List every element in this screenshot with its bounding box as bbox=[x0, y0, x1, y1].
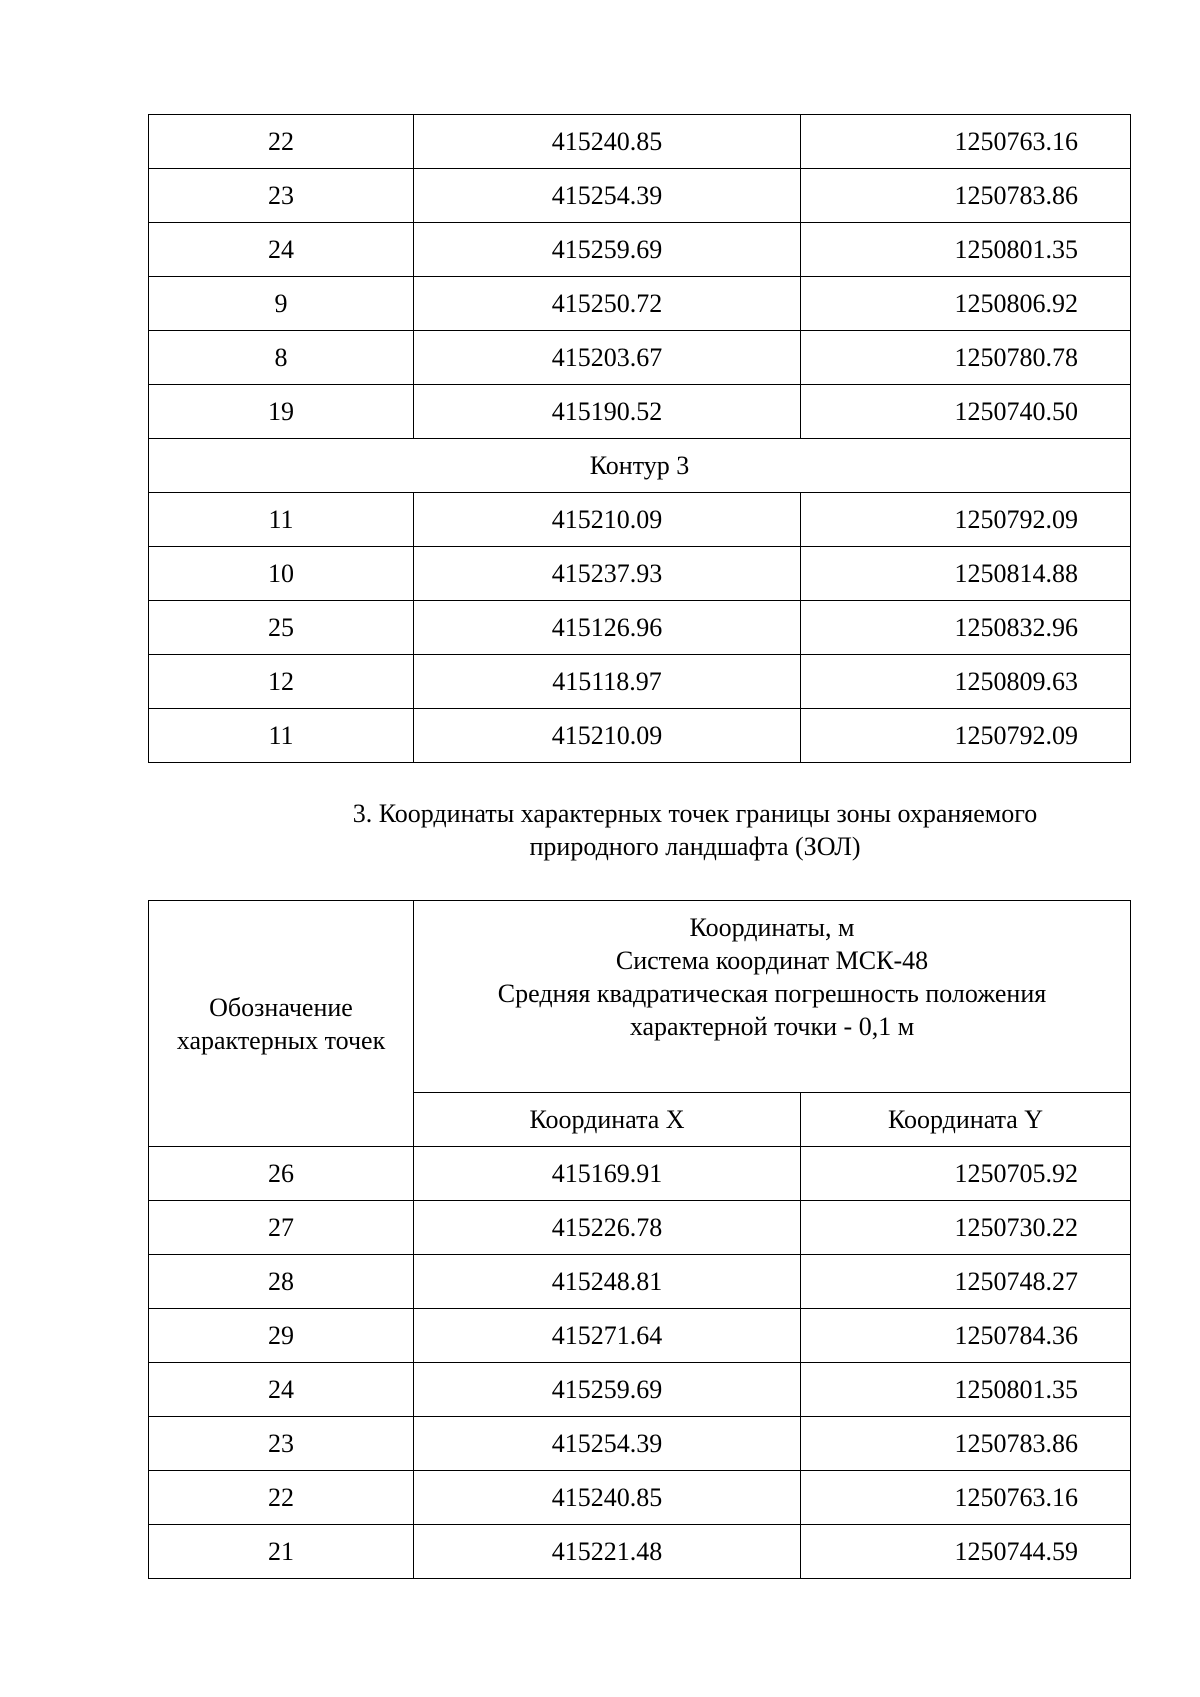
header-coordinate-x: Координата X bbox=[414, 1093, 801, 1147]
table-row bbox=[149, 169, 1131, 223]
header-points-line-2: характерных точек bbox=[176, 1025, 386, 1055]
table-row bbox=[149, 1525, 1131, 1579]
coordinate-x-cell: 415169.91 bbox=[414, 1147, 801, 1201]
coordinate-y-cell: 1250783.86 bbox=[801, 1417, 1131, 1471]
coordinate-x-cell: 415250.72 bbox=[414, 277, 801, 331]
coordinate-y-cell: 1250783.86 bbox=[801, 169, 1131, 223]
table-row bbox=[149, 277, 1131, 331]
contour-row-group bbox=[149, 439, 1131, 493]
coordinate-y-cell: 1250832.96 bbox=[801, 601, 1131, 655]
coordinate-x-cell: 415240.85 bbox=[414, 115, 801, 169]
coordinate-x-cell: 415240.85 bbox=[414, 1471, 801, 1525]
table-body-after-contour bbox=[149, 493, 1131, 763]
header-coords-line-1: Координаты, м bbox=[689, 913, 855, 942]
header-coordinate-y: Координата Y bbox=[801, 1093, 1131, 1147]
contour-label: Контур 3 bbox=[149, 439, 1131, 493]
header-row-1 bbox=[149, 901, 1131, 1093]
point-id-cell: 8 bbox=[149, 331, 414, 385]
table-row bbox=[149, 709, 1131, 763]
coordinate-y-cell: 1250784.36 bbox=[801, 1309, 1131, 1363]
coordinate-y-cell: 1250780.78 bbox=[801, 331, 1131, 385]
point-id-cell: 29 bbox=[149, 1309, 414, 1363]
coordinate-y-cell: 1250763.16 bbox=[801, 1471, 1131, 1525]
point-id-cell: 12 bbox=[149, 655, 414, 709]
header-points-designation bbox=[149, 901, 414, 1147]
coordinate-x-cell: 415254.39 bbox=[414, 1417, 801, 1471]
header-coordinates bbox=[414, 901, 1131, 1093]
section-heading-line-2: природного ландшафта (ЗОЛ) bbox=[529, 832, 861, 861]
table-row bbox=[149, 1471, 1131, 1525]
point-id-cell: 23 bbox=[149, 169, 414, 223]
coordinate-x-cell: 415271.64 bbox=[414, 1309, 801, 1363]
coordinate-y-cell: 1250740.50 bbox=[801, 385, 1131, 439]
coordinate-y-cell: 1250809.63 bbox=[801, 655, 1131, 709]
table-row bbox=[149, 223, 1131, 277]
coordinate-y-cell: 1250801.35 bbox=[801, 1363, 1131, 1417]
coordinate-x-cell: 415259.69 bbox=[414, 1363, 801, 1417]
point-id-cell: 10 bbox=[149, 547, 414, 601]
point-id-cell: 28 bbox=[149, 1255, 414, 1309]
table-row bbox=[149, 115, 1131, 169]
coordinate-y-cell: 1250705.92 bbox=[801, 1147, 1131, 1201]
header-coords-line-2: Система координат МСК-48 bbox=[615, 946, 929, 975]
point-id-cell: 27 bbox=[149, 1201, 414, 1255]
coordinate-x-cell: 415237.93 bbox=[414, 547, 801, 601]
coordinate-y-cell: 1250763.16 bbox=[801, 115, 1131, 169]
table-body bbox=[149, 1147, 1131, 1579]
table-row bbox=[149, 1363, 1131, 1417]
coordinate-y-cell: 1250792.09 bbox=[801, 493, 1131, 547]
coordinate-x-cell: 415226.78 bbox=[414, 1201, 801, 1255]
point-id-cell: 9 bbox=[149, 277, 414, 331]
coordinate-x-cell: 415259.69 bbox=[414, 223, 801, 277]
table-row bbox=[149, 1201, 1131, 1255]
table-row bbox=[149, 547, 1131, 601]
coordinate-y-cell: 1250806.92 bbox=[801, 277, 1131, 331]
table-row bbox=[149, 1417, 1131, 1471]
table-row bbox=[149, 655, 1131, 709]
point-id-cell: 23 bbox=[149, 1417, 414, 1471]
coordinate-y-cell: 1250744.59 bbox=[801, 1525, 1131, 1579]
point-id-cell: 19 bbox=[149, 385, 414, 439]
coordinate-y-cell: 1250801.35 bbox=[801, 223, 1131, 277]
point-id-cell: 22 bbox=[149, 115, 414, 169]
table-row bbox=[149, 1255, 1131, 1309]
header-coords-line-4: характерной точки - 0,1 м bbox=[629, 1012, 915, 1041]
section-heading bbox=[300, 797, 1090, 863]
coordinate-y-cell: 1250814.88 bbox=[801, 547, 1131, 601]
coordinate-x-cell: 415190.52 bbox=[414, 385, 801, 439]
coordinate-x-cell: 415221.48 bbox=[414, 1525, 801, 1579]
table-body-before-contour bbox=[149, 115, 1131, 439]
table-header bbox=[149, 901, 1131, 1147]
point-id-cell: 11 bbox=[149, 709, 414, 763]
coordinate-x-cell: 415203.67 bbox=[414, 331, 801, 385]
section-heading-line-1: 3. Координаты характерных точек границы зоны охраняемого bbox=[352, 799, 1038, 828]
coordinate-x-cell: 415210.09 bbox=[414, 493, 801, 547]
table-row bbox=[149, 1309, 1131, 1363]
point-id-cell: 11 bbox=[149, 493, 414, 547]
point-id-cell: 24 bbox=[149, 223, 414, 277]
contour-row bbox=[149, 439, 1131, 493]
coordinates-table-zol bbox=[148, 900, 1131, 1579]
coordinate-x-cell: 415248.81 bbox=[414, 1255, 801, 1309]
coordinate-y-cell: 1250748.27 bbox=[801, 1255, 1131, 1309]
coordinates-table-contour bbox=[148, 114, 1131, 763]
point-id-cell: 26 bbox=[149, 1147, 414, 1201]
table-row bbox=[149, 331, 1131, 385]
table-row bbox=[149, 493, 1131, 547]
table-row bbox=[149, 1147, 1131, 1201]
coordinate-y-cell: 1250730.22 bbox=[801, 1201, 1131, 1255]
header-coords-line-3: Средняя квадратическая погрешность положения bbox=[497, 979, 1047, 1008]
coordinate-x-cell: 415126.96 bbox=[414, 601, 801, 655]
coordinate-x-cell: 415210.09 bbox=[414, 709, 801, 763]
table-row bbox=[149, 601, 1131, 655]
point-id-cell: 21 bbox=[149, 1525, 414, 1579]
point-id-cell: 22 bbox=[149, 1471, 414, 1525]
point-id-cell: 25 bbox=[149, 601, 414, 655]
header-points-line-1: Обозначение bbox=[209, 992, 353, 1022]
coordinate-x-cell: 415118.97 bbox=[414, 655, 801, 709]
point-id-cell: 24 bbox=[149, 1363, 414, 1417]
coordinate-y-cell: 1250792.09 bbox=[801, 709, 1131, 763]
coordinate-x-cell: 415254.39 bbox=[414, 169, 801, 223]
table-row bbox=[149, 385, 1131, 439]
